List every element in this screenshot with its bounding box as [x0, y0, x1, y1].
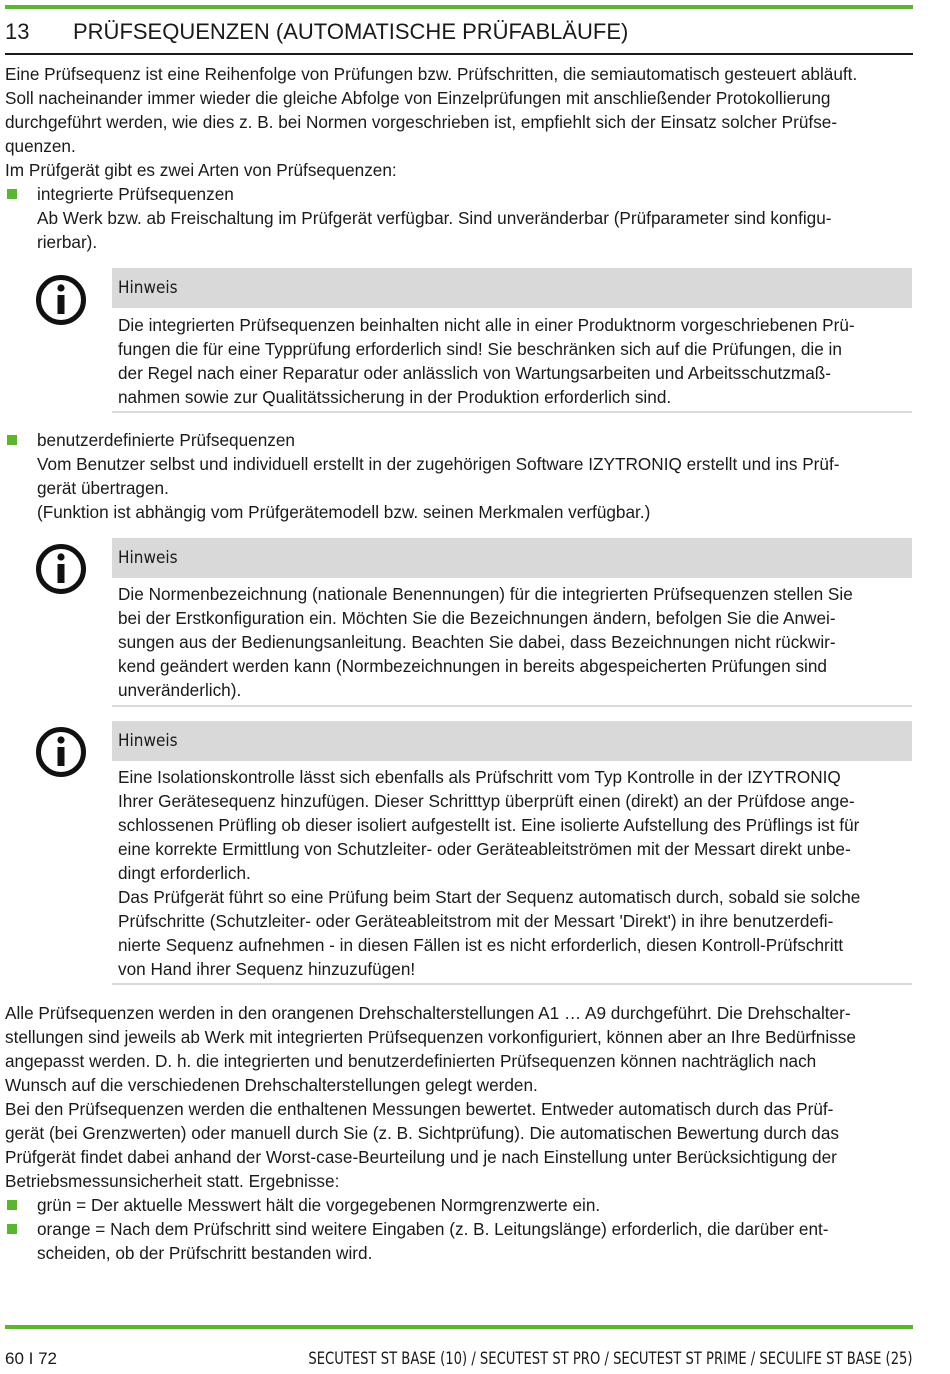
- text-line: rierbar).: [37, 232, 98, 252]
- square-bullet-icon: [7, 1224, 17, 1234]
- text-line: stellungen sind jeweils ab Werk mit integrierten Prüfsequenzen vorkonfiguriert, können aber an Ihre Bedürfnisse: [5, 1027, 856, 1047]
- text-line: orange = Nach dem Prüfschritt sind weitere Eingaben (z. B. Leitungslänge) erforderlich, die darüber ent-: [37, 1219, 829, 1239]
- text-line: Eine Prüfsequenz ist eine Reihenfolge von Prüfungen bzw. Prüfschritten, die semiautomatisch gesteuert abläuft.: [5, 64, 858, 84]
- text-line: scheiden, ob der Prüfschritt bestanden wird.: [37, 1243, 373, 1263]
- text-line: nierte Sequenz aufnehmen - in diesen Fällen ist es nicht erforderlich, diesen Kontroll-Prüfschritt: [118, 935, 844, 955]
- note-body: [118, 313, 908, 409]
- text-line: Betriebsmessunsicherheit statt. Ergebnisse:: [5, 1171, 340, 1191]
- evaluation-paragraph: [5, 1097, 910, 1193]
- product-names: SECUTEST ST BASE (10) / SECUTEST ST PRO / SECUTEST ST PRIME / SECULIFE ST BASE (25): [308, 1349, 913, 1369]
- text-line: grün = Der aktuelle Messwert hält die vorgegebenen Normgrenzwerte ein.: [37, 1195, 601, 1215]
- text-line: Bei den Prüfsequenzen werden die enthaltenen Messungen bewertet. Entweder automatisch durch das Prüf-: [5, 1099, 834, 1119]
- list-item-user-sequences: [5, 428, 910, 524]
- text-line: Im Prüfgerät gibt es zwei Arten von Prüfsequenzen:: [5, 160, 397, 180]
- note-rule: [112, 411, 912, 413]
- page-number: 60 I 72: [5, 1349, 57, 1368]
- square-bullet-icon: [7, 1200, 17, 1210]
- info-icon: [35, 543, 87, 595]
- note-header: Hinweis: [112, 268, 912, 308]
- heading-rule: [5, 53, 913, 55]
- chapter-heading: [5, 18, 913, 46]
- text-line: dingt erforderlich.: [118, 863, 251, 883]
- note-body: [118, 765, 908, 981]
- text-line: kend geändert werden kann (Normbezeichnungen in bereits abgespeicherten Prüfungen sind: [118, 656, 827, 676]
- note-header: Hinweis: [112, 538, 912, 578]
- info-icon: [35, 726, 87, 778]
- list-item-integrated-sequences: [5, 182, 910, 254]
- text-line: Alle Prüfsequenzen werden in den orangenen Drehschalterstellungen A1 … A9 durchgeführt. Die Drehschalter-: [5, 1003, 851, 1023]
- text-line: eine korrekte Ermittlung von Schutzleiter- oder Geräteableitströmen mit der Messart direkt unbe-: [118, 839, 851, 859]
- text-line: Das Prüfgerät führt so eine Prüfung beim Start der Sequenz automatisch durch, sobald sie solche: [118, 887, 861, 907]
- info-icon: [35, 274, 87, 326]
- note-header: Hinweis: [112, 721, 912, 761]
- text-line: Prüfschritte (Schutzleiter- oder Geräteableitstrom mit der Messart 'Direkt') in ihre benutzerdefi-: [118, 911, 834, 931]
- list-item-result-orange: [5, 1217, 910, 1265]
- text-line: angepasst werden. D. h. die integrierten und benutzerdefinierten Prüfsequenzen können nachträglich nach: [5, 1051, 817, 1071]
- text-line: von Hand ihrer Sequenz hinzuzufügen!: [118, 959, 416, 979]
- text-line: Ab Werk bzw. ab Freischaltung im Prüfgerät verfügbar. Sind unveränderbar (Prüfparameter sind konfigu-: [37, 208, 832, 228]
- list-item-result-green: [5, 1193, 910, 1217]
- text-line: unveränderlich).: [118, 680, 242, 700]
- text-line: gerät übertragen.: [37, 478, 169, 498]
- text-line: benutzerdefinierte Prüfsequenzen: [37, 430, 295, 450]
- note-rule: [112, 705, 912, 707]
- note-body: [118, 582, 908, 702]
- text-line: fungen die für eine Typprüfung erforderlich sind! Sie beschränken sich auf die Prüfungen, die in: [118, 339, 842, 359]
- chapter-number: 13: [5, 19, 30, 44]
- top-accent-bar: [5, 5, 913, 9]
- text-line: durchgeführt werden, wie dies z. B. bei Normen vorgeschrieben ist, empfiehlt sich der Einsatz solcher Prüfse-: [5, 112, 838, 132]
- footer-accent-bar: [5, 1325, 913, 1329]
- switch-positions-paragraph: [5, 1001, 910, 1097]
- text-line: Prüfgerät findet dabei anhand der Worst-case-Beurteilung und je nach Einstellung unter Berücksichtigung der: [5, 1147, 837, 1167]
- text-line: Wunsch auf die verschiedenen Drehschalterstellungen gelegt werden.: [5, 1075, 538, 1095]
- note-rule: [112, 983, 912, 985]
- text-line: Vom Benutzer selbst und individuell erstellt in der zugehörigen Software IZYTRONIQ erstellt und ins Prüf-: [37, 454, 840, 474]
- text-line: bei der Erstkonfiguration ein. Möchten Sie die Bezeichnungen ändern, befolgen Sie die Anwei-: [118, 608, 836, 628]
- text-line: Ihrer Gerätesequenz hinzufügen. Dieser Schritttyp überprüft einen (direkt) an der Prüfdose ange-: [118, 791, 855, 811]
- chapter-title: PRÜFSEQUENZEN (AUTOMATISCHE PRÜFABLÄUFE): [73, 19, 629, 44]
- text-line: (Funktion ist abhängig vom Prüfgerätemodell bzw. seinen Merkmalen verfügbar.): [37, 502, 651, 522]
- intro-paragraph: [5, 62, 910, 182]
- text-line: Soll nacheinander immer wieder die gleiche Abfolge von Einzelprüfungen mit anschließender Protokollierung: [5, 88, 831, 108]
- text-line: Die integrierten Prüfsequenzen beinhalten nicht alle in einer Produktnorm vorgeschriebenen Prü-: [118, 315, 855, 335]
- square-bullet-icon: [7, 189, 17, 199]
- text-line: integrierte Prüfsequenzen: [37, 184, 234, 204]
- square-bullet-icon: [7, 435, 17, 445]
- text-line: nahmen sowie zur Qualitätssicherung in der Produktion erforderlich sind.: [118, 387, 672, 407]
- text-line: Die Normenbezeichnung (nationale Benennungen) für die integrierten Prüfsequenzen stellen Sie: [118, 584, 853, 604]
- text-line: Eine Isolationskontrolle lässt sich ebenfalls als Prüfschritt vom Typ Kontrolle in der IZYTRONIQ: [118, 767, 841, 787]
- text-line: schlossenen Prüfling ob dieser isoliert aufgestellt ist. Eine isolierte Aufstellung des Prüflings ist für: [118, 815, 860, 835]
- text-line: quenzen.: [5, 136, 76, 156]
- text-line: der Regel nach einer Reparatur oder anlässlich von Wartungsarbeiten und Arbeitsschutzmaß-: [118, 363, 832, 383]
- text-line: gerät (bei Grenzwerten) oder manuell durch Sie (z. B. Sichtprüfung). Die automatischen Bewertung durch das: [5, 1123, 840, 1143]
- text-line: sungen aus der Bedienungsanleitung. Beachten Sie dabei, dass Bezeichnungen nicht rückwir-: [118, 632, 836, 652]
